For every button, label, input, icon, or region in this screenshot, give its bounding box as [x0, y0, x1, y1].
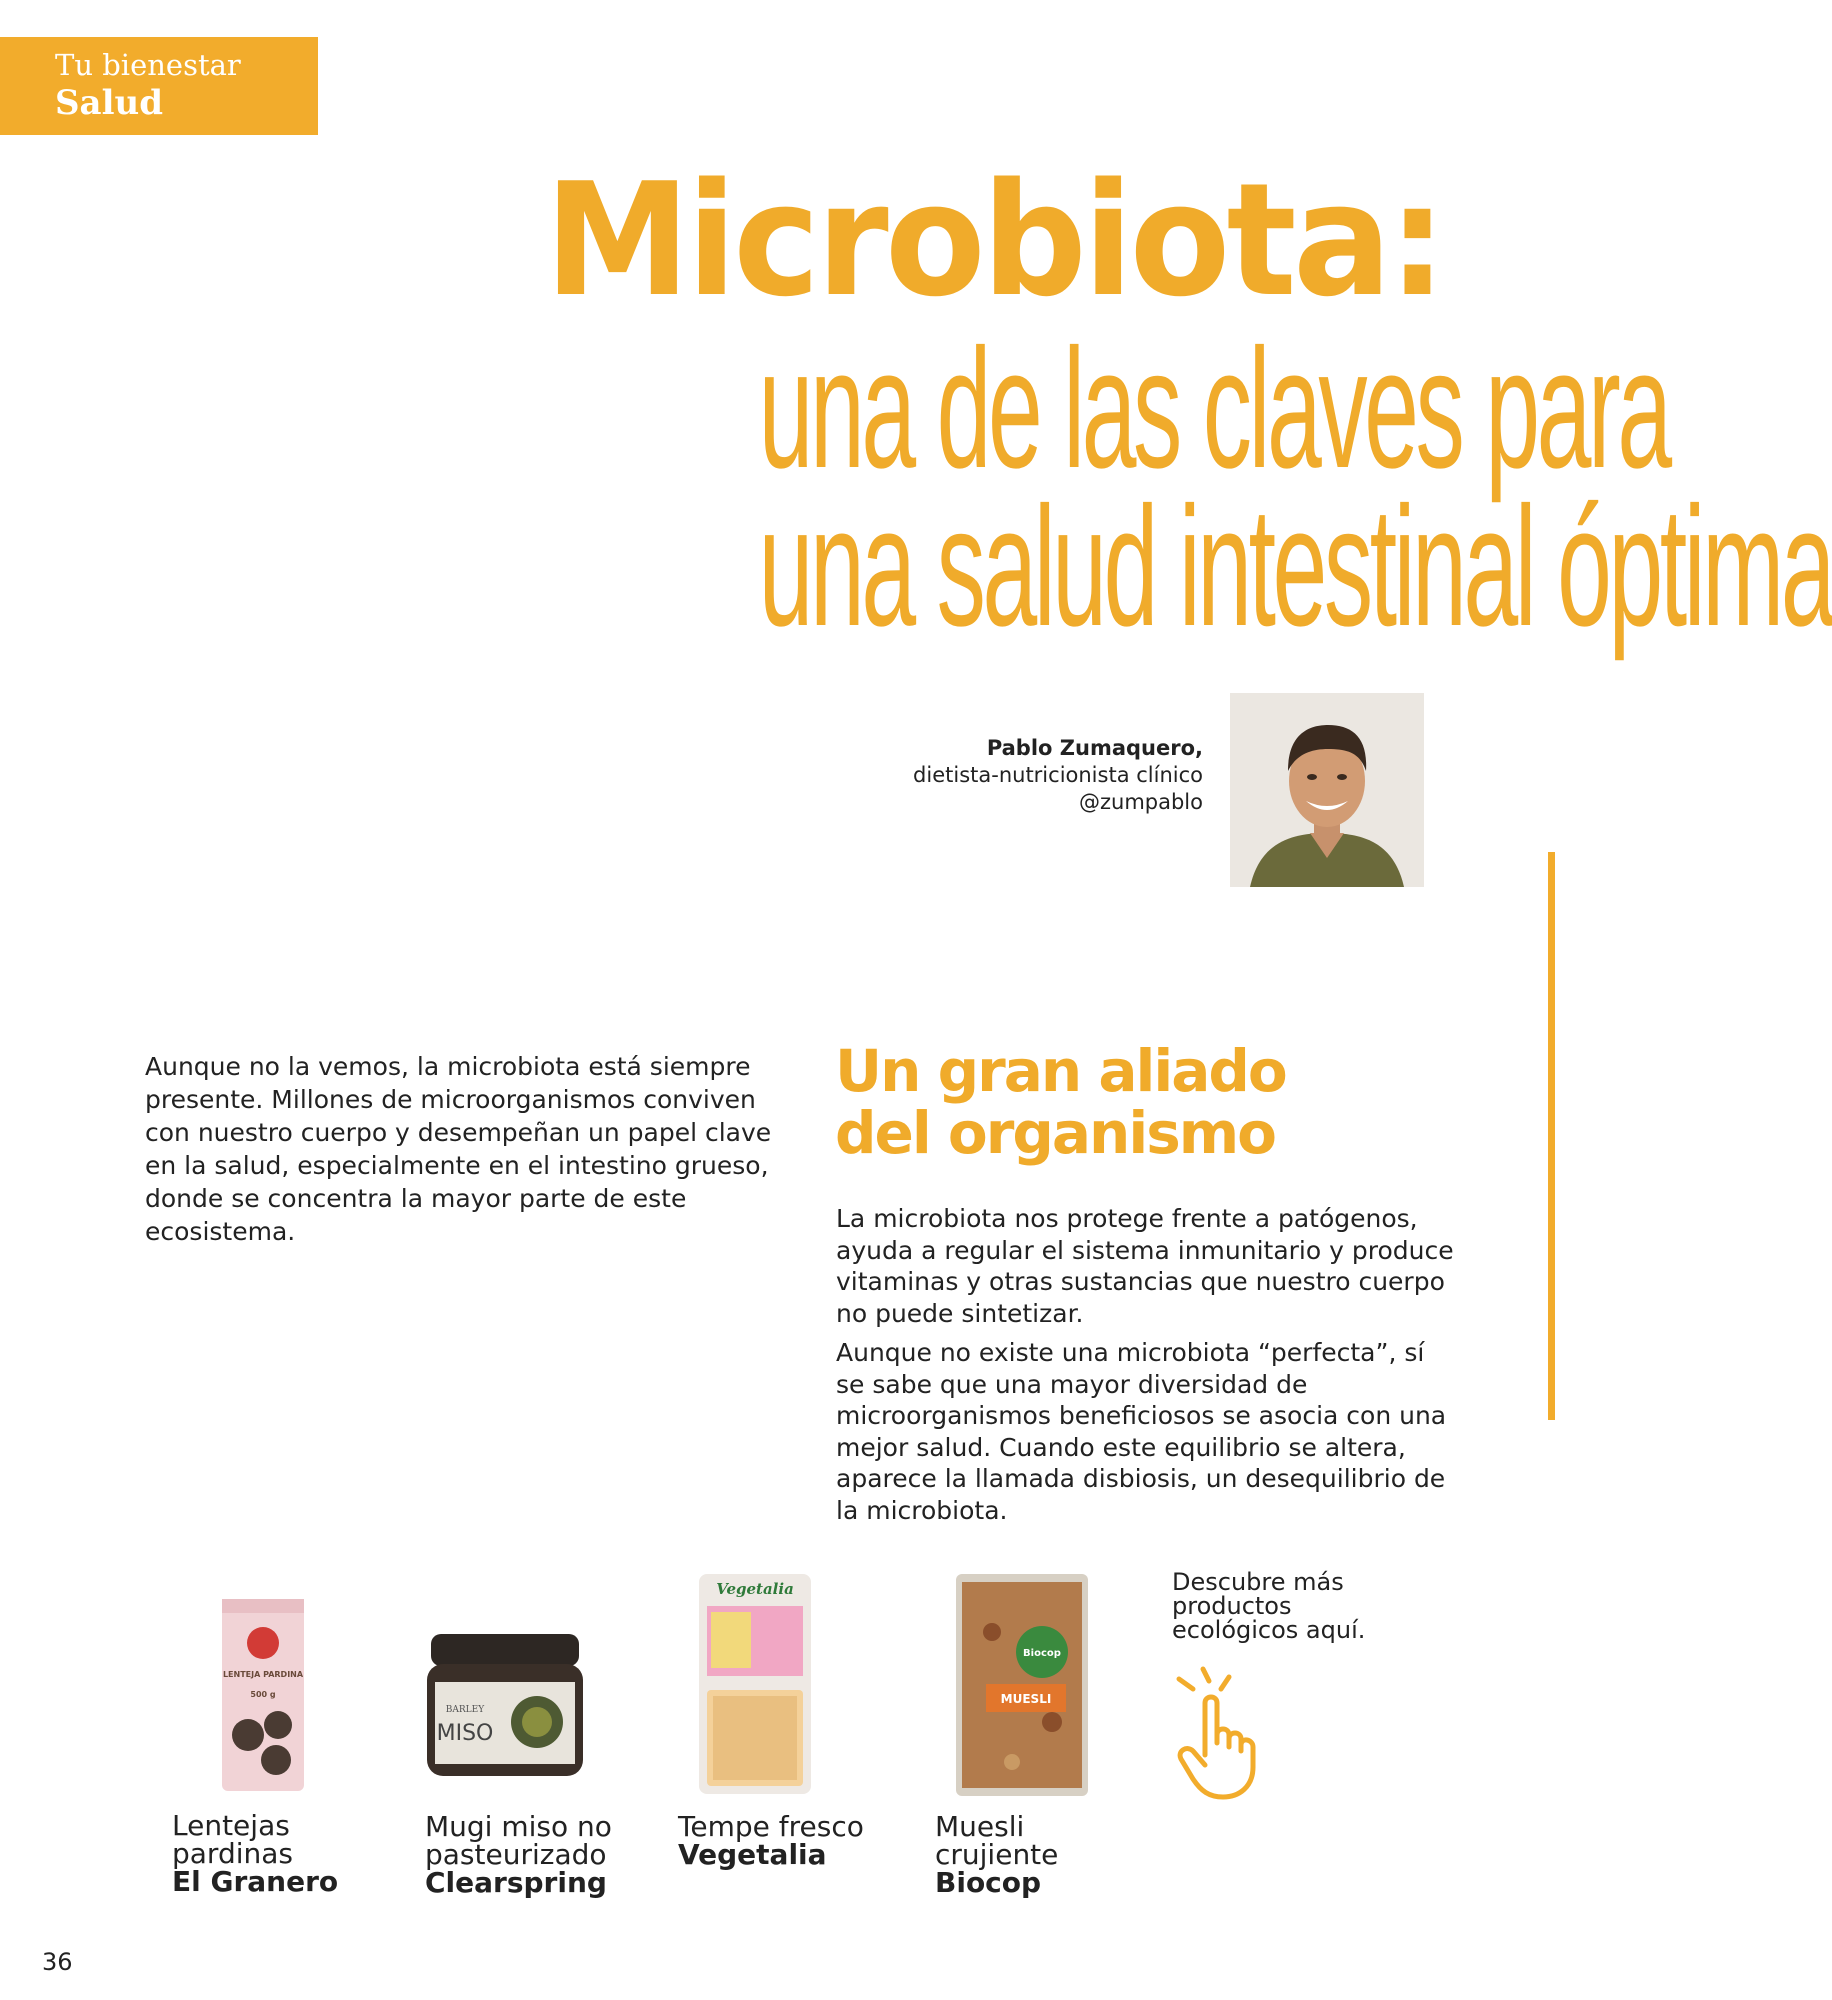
tempe-package: [695, 1572, 815, 1797]
section-body: [836, 1203, 1456, 1534]
side-accent-rule: [1548, 852, 1555, 1420]
muesli-logo: Biocop: [1023, 1648, 1061, 1659]
product-image-tempe[interactable]: [695, 1572, 815, 1797]
product-name: Muesli crujiente: [935, 1810, 1059, 1871]
page-number: 36: [42, 1948, 73, 1976]
lentejas-label: LENTEJA PARDINA: [222, 1670, 304, 1679]
title-main: Microbiota:: [544, 149, 1443, 331]
author-avatar: [1230, 693, 1424, 887]
hand-pointer-icon[interactable]: [1165, 1655, 1275, 1805]
product-caption-tempe[interactable]: [678, 1810, 878, 1871]
product-brand: Vegetalia: [678, 1838, 827, 1871]
section-kicker: Tu bienestar: [55, 48, 241, 82]
article-title: [263, 149, 1832, 662]
miso-sublabel: BARLEY: [445, 1705, 485, 1715]
product-caption-miso[interactable]: [425, 1810, 625, 1899]
lentejas-package: [218, 1595, 308, 1795]
title-line-2: una salud intestinal óptima: [758, 472, 1832, 662]
section-tag: [0, 37, 318, 135]
product-brand: El Granero: [172, 1865, 339, 1898]
section-heading: Un gran aliado del organismo: [835, 1037, 1286, 1167]
section-name: Salud: [55, 83, 163, 123]
product-brand: Biocop: [935, 1866, 1042, 1899]
product-name: Mugi miso no pasteurizado: [425, 1810, 612, 1871]
product-brand: Clearspring: [425, 1866, 607, 1899]
product-caption-lentejas[interactable]: [172, 1809, 402, 1898]
product-image-miso[interactable]: [425, 1632, 585, 1780]
more-products-link[interactable]: Descubre más productos ecológicos aquí.: [1172, 1568, 1366, 1644]
author-role: dietista-nutricionista clínico: [913, 763, 1203, 787]
title-line-1: una de las claves para: [758, 314, 1669, 504]
miso-jar: [425, 1632, 585, 1780]
product-image-muesli[interactable]: [952, 1572, 1092, 1798]
intro-paragraph: Aunque no la vemos, la microbiota está siempre presente. Millones de microorganismos conviven con nuestro cuerpo y desempeñan un papel clave en la salud, especialmente en el intestino grueso, donde se concentra la mayor parte de este ecosistema.: [145, 1052, 772, 1246]
author-byline: [913, 735, 1203, 816]
miso-label: MISO: [436, 1721, 494, 1746]
muesli-package: [952, 1572, 1092, 1798]
author-name: Pablo Zumaquero,: [986, 736, 1203, 760]
lentejas-weight: 500 g: [250, 1690, 276, 1699]
product-caption-muesli[interactable]: [935, 1810, 1155, 1899]
product-name: Tempe fresco: [678, 1810, 864, 1843]
section-paragraph-2: Aunque no existe una microbiota “perfecta”, sí se sabe que una mayor diversidad de microorganismos beneficiosos se asocia con una mejor salud. Cuando este equilibrio se altera, aparece la llamada disbiosis, un desequilibrio de la microbiota.: [836, 1338, 1447, 1525]
product-image-lentejas[interactable]: [218, 1595, 308, 1795]
author-handle: @zumpablo: [1078, 790, 1203, 814]
section-paragraph-1: La microbiota nos protege frente a patógenos, ayuda a regular el sistema inmunitario y produce vitaminas y otras sustancias que nuestro cuerpo no puede sintetizar.: [836, 1204, 1454, 1328]
tempe-label: Vegetalia: [716, 1580, 794, 1598]
author-photo: [1230, 693, 1424, 887]
muesli-label: MUESLI: [1000, 1692, 1052, 1706]
product-name: Lentejas pardinas: [172, 1809, 293, 1870]
hand-pointer-svg: [1165, 1655, 1275, 1805]
